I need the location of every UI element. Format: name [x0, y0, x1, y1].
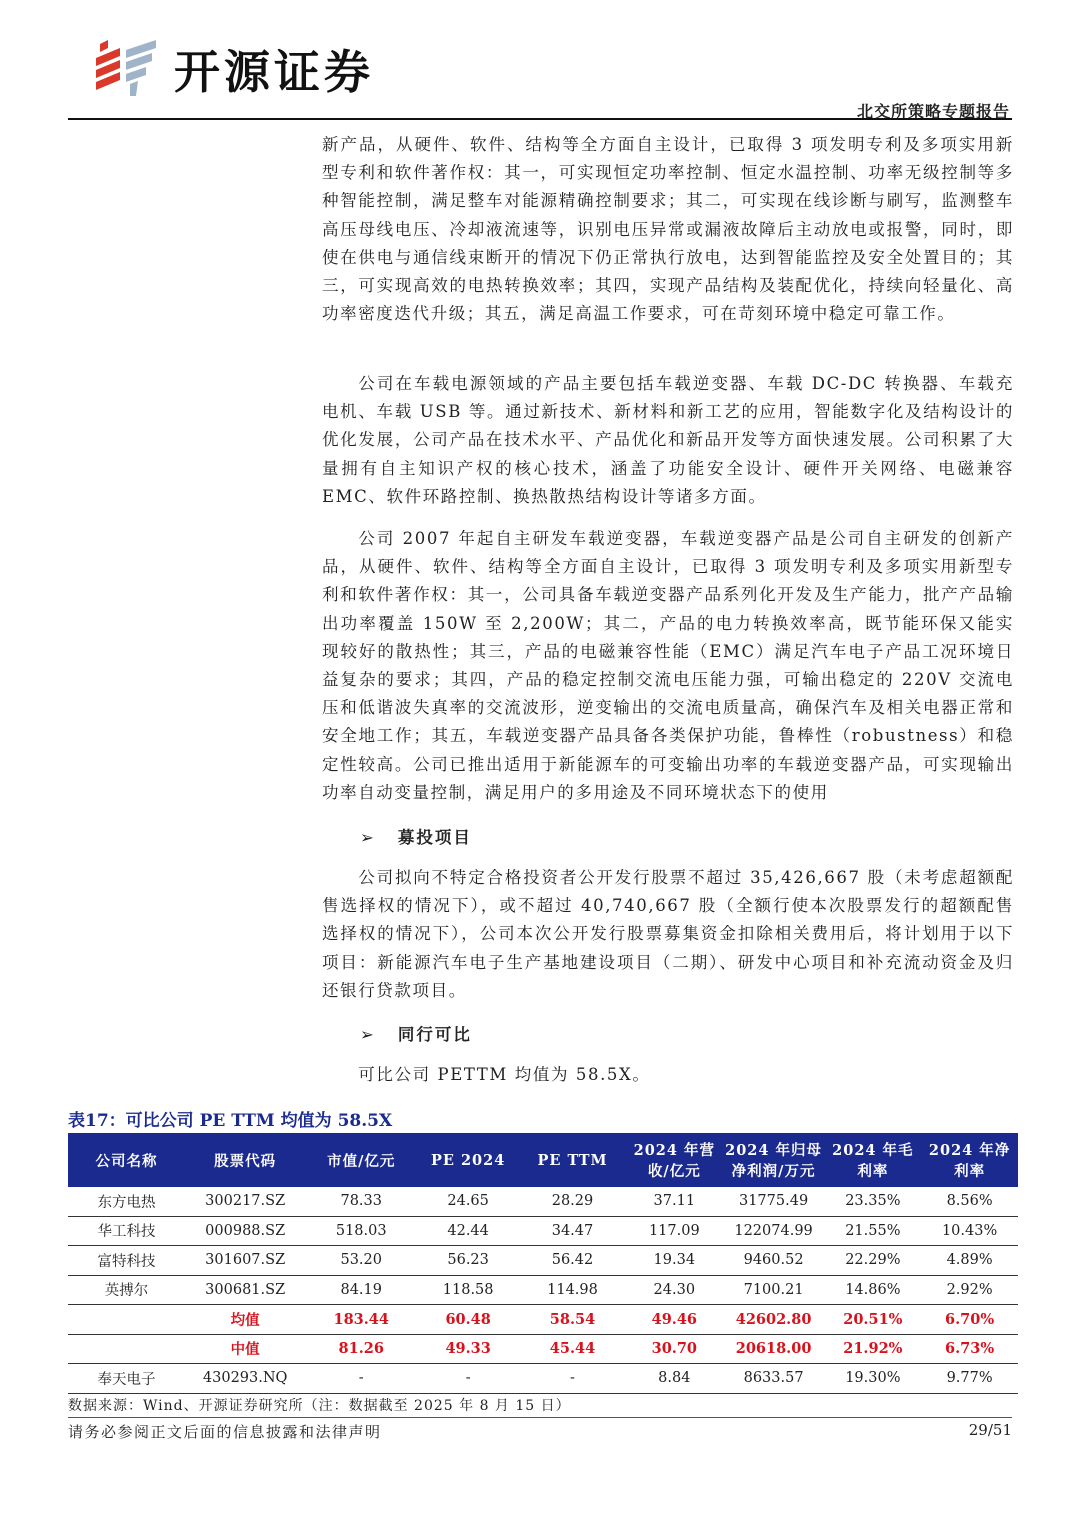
- table-cell: 均值: [185, 1305, 305, 1335]
- table-cell: 奉天电子: [68, 1364, 185, 1394]
- paragraph: 公司拟向不特定合格投资者公开发行股票不超过 35,426,667 股（未考虑超额配售选择权的情况下），或不超过 40,740,667 股（全额行使本次股票发行的超额配售选择权的情况下），公司本次公开发行股票募集资金扣除相关费用后，将计划用于以下项目：新能源汽车电子生产基地建设项目（二期）、研发中心项目和补充流动资金及归还银行贷款项目。: [322, 868, 1014, 1000]
- footer-divider: [68, 1417, 1012, 1418]
- table-row: [68, 1275, 1018, 1305]
- brand-logo: [90, 36, 374, 102]
- table-cell: 53.20: [305, 1246, 417, 1276]
- table-cell: 2.92%: [921, 1275, 1018, 1305]
- logo-mark-icon: [90, 40, 160, 98]
- table-cell: 7100.21: [723, 1275, 825, 1305]
- footer-disclaimer: 请务必参阅正文后面的信息披露和法律声明: [68, 1423, 382, 1441]
- table-cell: 118.58: [417, 1275, 519, 1305]
- table-cell: 49.46: [626, 1305, 723, 1335]
- paragraph: 公司 2007 年起自主研发车载逆变器，车载逆变器产品是公司自主研发的创新产品，从硬件、软件、结构等全方面自主设计，已取得 3 项发明专利及多项实用新型专利和软件著作权：其一，公司具备车载逆变器产品系列化开发及生产能力，批产产品输出功率覆盖 150W 至 2,200W；其二，产品的电力转换效率高，既节能环保又能实现较好的散热性；其三，产品的电磁兼容性能（EMC）满足汽车电子产品工况环境日益复杂的要求；其四，产品的稳定控制交流电压能力强，可输出稳定的 220V 交流电压和低谐波失真率的交流波形，逆变输出的交流电质量高，确保汽车及相关电器正常和安全地工作；其五，车载逆变器产品具备各类保护功能，鲁棒性（robustness）和稳定性较高。公司已推出适用于新能源车的可变输出功率的车载逆变器产品，可实现输出功率自动变量控制，满足用户的多用途及不同环境状态下的使用: [322, 529, 1014, 802]
- table-cell: 4.89%: [921, 1246, 1018, 1276]
- column-header: 2024 年归母净利润/万元: [723, 1133, 825, 1187]
- table-cell: 华工科技: [68, 1216, 185, 1246]
- table-cell: 中值: [185, 1334, 305, 1364]
- column-header: 2024 年毛利率: [824, 1133, 921, 1187]
- section-heading-text: 募投项目: [397, 828, 472, 847]
- table-cell: 301607.SZ: [185, 1246, 305, 1276]
- table-cell: 9460.52: [723, 1246, 825, 1276]
- table-cell: 21.92%: [824, 1334, 921, 1364]
- table-cell: 42.44: [417, 1216, 519, 1246]
- table-cell: 6.70%: [921, 1305, 1018, 1335]
- column-header: 市值/亿元: [305, 1133, 417, 1187]
- table-cell: 42602.80: [723, 1305, 825, 1335]
- column-header: 股票代码: [185, 1133, 305, 1187]
- table-cell: 8633.57: [723, 1364, 825, 1394]
- table-cell: 183.44: [305, 1305, 417, 1335]
- header-divider: [68, 118, 1012, 120]
- paragraph: 可比公司 PETTM 均值为 58.5X。: [358, 1065, 651, 1084]
- table-cell: 430293.NQ: [185, 1364, 305, 1394]
- arrow-bullet-icon: ➢: [360, 1025, 376, 1044]
- table-cell: 28.29: [519, 1187, 626, 1216]
- table-cell: 56.42: [519, 1246, 626, 1276]
- table-cell: 23.35%: [824, 1187, 921, 1216]
- table-row: [68, 1216, 1018, 1246]
- table-cell: 84.19: [305, 1275, 417, 1305]
- section-heading: [360, 1021, 472, 1045]
- table-cell: 60.48: [417, 1305, 519, 1335]
- table-cell: 000988.SZ: [185, 1216, 305, 1246]
- column-header: 2024 年净利率: [921, 1133, 1018, 1187]
- table-cell: 6.73%: [921, 1334, 1018, 1364]
- table-cell: 518.03: [305, 1216, 417, 1246]
- table-cell: [68, 1305, 185, 1335]
- column-header: 2024 年营收/亿元: [626, 1133, 723, 1187]
- table-title: 表17：可比公司 PE TTM 均值为 58.5X: [68, 1111, 393, 1131]
- table-cell: -: [417, 1364, 519, 1394]
- section-heading: [360, 824, 472, 848]
- table-cell: 45.44: [519, 1334, 626, 1364]
- table-cell: 19.30%: [824, 1364, 921, 1394]
- paragraph: 新产品，从硬件、软件、结构等全方面自主设计，已取得 3 项发明专利及多项实用新型专利和软件著作权：其一，可实现恒定功率控制、恒定水温控制、功率无级控制等多种智能控制，满足整车对能源精确控制要求；其二，可实现在线诊断与刷写，监测整车高压母线电压、冷却液流速等，识别电压异常或漏液故障后主动放电或报警，同时，即使在供电与通信线束断开的情况下仍正常执行放电，达到智能监控及安全处置目的；其三，可实现高效的电热转换效率；其四，实现产品结构及装配优化，持续向轻量化、高功率密度迭代升级；其五，满足高温工作要求，可在苛刻环境中稳定可靠工作。: [322, 135, 1014, 324]
- table-cell: 56.23: [417, 1246, 519, 1276]
- comparison-table: [68, 1133, 1018, 1394]
- table-cell: 东方电热: [68, 1187, 185, 1216]
- column-header: 公司名称: [68, 1133, 185, 1187]
- table-cell: 22.29%: [824, 1246, 921, 1276]
- table-header-row: [68, 1133, 1018, 1187]
- table-row: [68, 1187, 1018, 1216]
- table-row: [68, 1246, 1018, 1276]
- section-heading-text: 同行可比: [397, 1025, 472, 1044]
- table-cell: 78.33: [305, 1187, 417, 1216]
- table-cell: 49.33: [417, 1334, 519, 1364]
- table-cell: 117.09: [626, 1216, 723, 1246]
- summary-row: [68, 1334, 1018, 1364]
- column-header: PE TTM: [519, 1133, 626, 1187]
- table-cell: 10.43%: [921, 1216, 1018, 1246]
- summary-row: [68, 1305, 1018, 1335]
- table-cell: 37.11: [626, 1187, 723, 1216]
- page-number: 29/51: [968, 1421, 1012, 1439]
- table-cell: 8.56%: [921, 1187, 1018, 1216]
- table-cell: 24.30: [626, 1275, 723, 1305]
- table-cell: 9.77%: [921, 1364, 1018, 1394]
- table-cell: 122074.99: [723, 1216, 825, 1246]
- table-cell: 24.65: [417, 1187, 519, 1216]
- paragraph: 公司在车载电源领域的产品主要包括车载逆变器、车载 DC-DC 转换器、车载充电机、车载 USB 等。通过新技术、新材料和新工艺的应用，智能数字化及结构设计的优化发展，公司产品在技术水平、产品优化和新品开发等方面快速发展。公司积累了大量拥有自主知识产权的核心技术，涵盖了功能安全设计、硬件开关网络、电磁兼容 EMC、软件环路控制、换热散热结构设计等诸多方面。: [322, 374, 1014, 506]
- brand-name: 开源证券: [174, 45, 374, 99]
- column-header: PE 2024: [417, 1133, 519, 1187]
- table-cell: 富特科技: [68, 1246, 185, 1276]
- table-cell: 19.34: [626, 1246, 723, 1276]
- table-cell: 30.70: [626, 1334, 723, 1364]
- table-source: 数据来源：Wind、开源证券研究所（注：数据截至 2025 年 8 月 15 日）: [68, 1398, 571, 1414]
- table-cell: 300681.SZ: [185, 1275, 305, 1305]
- table-cell: 34.47: [519, 1216, 626, 1246]
- table-cell: -: [519, 1364, 626, 1394]
- table-cell: [68, 1334, 185, 1364]
- table-cell: 8.84: [626, 1364, 723, 1394]
- table-cell: 81.26: [305, 1334, 417, 1364]
- table-cell: 20618.00: [723, 1334, 825, 1364]
- table-cell: -: [305, 1364, 417, 1394]
- report-type: 北交所策略专题报告: [856, 102, 1010, 121]
- table-row: [68, 1364, 1018, 1394]
- table-cell: 300217.SZ: [185, 1187, 305, 1216]
- arrow-bullet-icon: ➢: [360, 828, 376, 847]
- table-cell: 20.51%: [824, 1305, 921, 1335]
- table-cell: 114.98: [519, 1275, 626, 1305]
- table-cell: 21.55%: [824, 1216, 921, 1246]
- table-cell: 31775.49: [723, 1187, 825, 1216]
- table-cell: 14.86%: [824, 1275, 921, 1305]
- table-cell: 英搏尔: [68, 1275, 185, 1305]
- table-cell: 58.54: [519, 1305, 626, 1335]
